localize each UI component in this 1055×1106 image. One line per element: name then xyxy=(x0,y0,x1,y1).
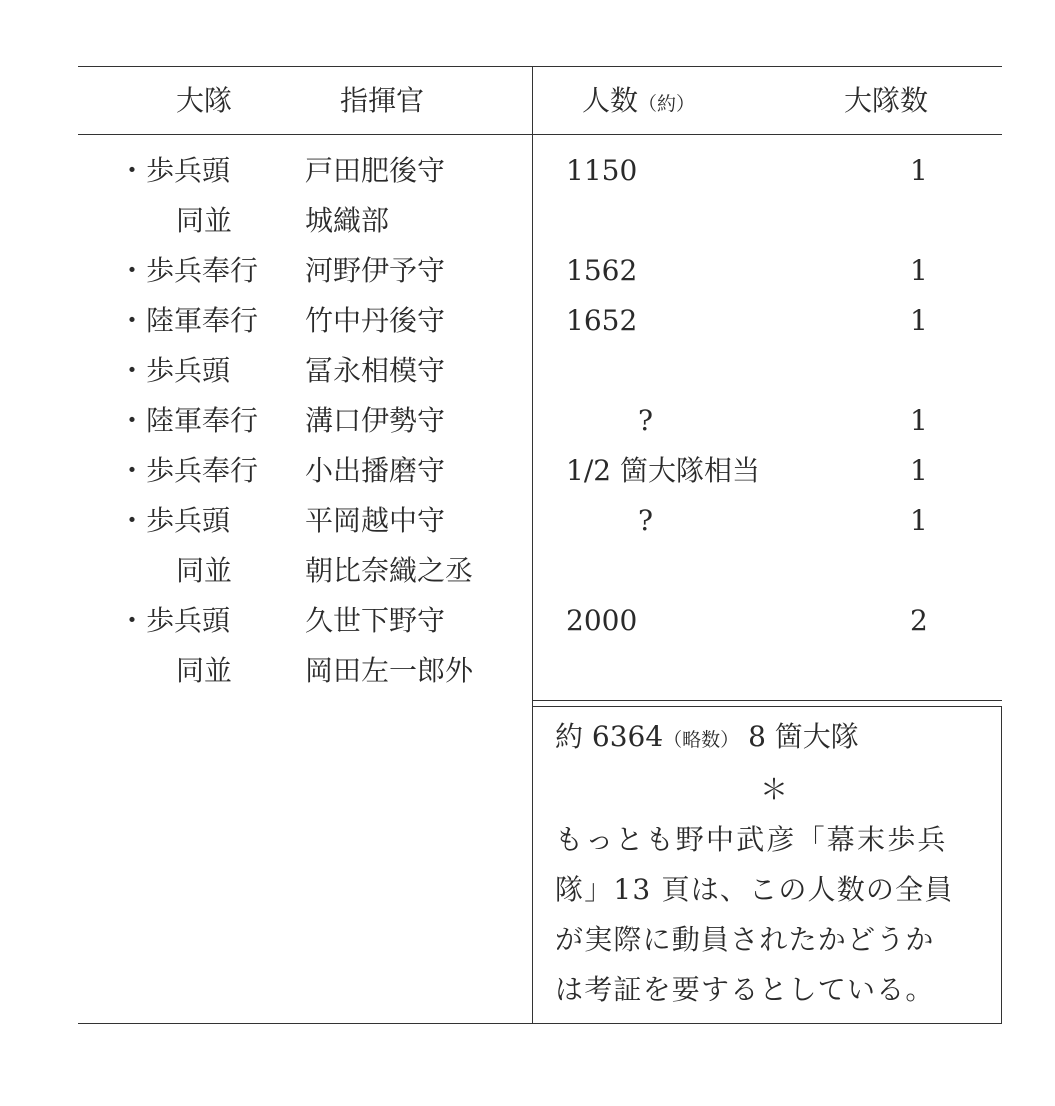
column-divider xyxy=(532,66,533,1024)
row-battalions: 1 xyxy=(910,254,928,287)
row-commander: 竹中丹後守 xyxy=(305,304,446,337)
row-battalions: 1 xyxy=(910,404,928,437)
summary-box xyxy=(555,712,993,1015)
row-count: 1562 xyxy=(566,254,638,287)
row-commander: 城織部 xyxy=(305,204,390,237)
row-unit: 同並 xyxy=(176,654,233,687)
row-count: 1150 xyxy=(566,154,638,187)
footnote-mark: ＊ xyxy=(759,773,788,806)
total-count: 約 6364 xyxy=(555,720,664,753)
total-line xyxy=(555,712,993,765)
summary-right-border xyxy=(1001,706,1002,1024)
footnote-line: もっとも野中武彦「幕末歩兵 xyxy=(555,823,948,856)
row-unit: ・歩兵頭 xyxy=(118,604,231,637)
total-note: （略数） xyxy=(663,729,740,751)
total-battalions: 8 箇大隊 xyxy=(748,720,859,753)
row-commander: 小出播磨守 xyxy=(305,454,446,487)
row-unit: ・陸軍奉行 xyxy=(118,304,259,337)
footnote-line: が実際に動員されたかどうか xyxy=(555,923,935,956)
row-unit: 同並 xyxy=(176,204,233,237)
summary-top-rule-1 xyxy=(533,700,1002,701)
row-battalions: 2 xyxy=(910,604,928,637)
row-unit: ・歩兵奉行 xyxy=(118,254,259,287)
row-commander: 戸田肥後守 xyxy=(305,154,446,187)
summary-top-rule-2 xyxy=(533,706,1002,707)
row-count: 2000 xyxy=(566,604,638,637)
row-battalions: 1 xyxy=(910,454,928,487)
table-bottom-rule xyxy=(78,1023,1002,1024)
row-unit: ・歩兵頭 xyxy=(118,504,231,537)
row-commander: 河野伊予守 xyxy=(305,254,446,287)
header-count-label: 人数 xyxy=(582,84,639,117)
row-commander: 久世下野守 xyxy=(305,604,446,637)
row-unit: ・歩兵頭 xyxy=(118,154,231,187)
row-commander: 溝口伊勢守 xyxy=(305,404,446,437)
footnote-line: は考証を要するとしている。 xyxy=(555,973,935,1006)
row-count: ? xyxy=(638,504,654,537)
row-count: ? xyxy=(638,404,654,437)
row-unit: ・歩兵頭 xyxy=(118,354,231,387)
header-unit: 大隊 xyxy=(176,84,233,117)
row-unit: ・陸軍奉行 xyxy=(118,404,259,437)
footnote-line: 隊」13 頁は、この人数の全員 xyxy=(555,873,954,906)
row-battalions: 1 xyxy=(910,504,928,537)
row-unit: ・歩兵奉行 xyxy=(118,454,259,487)
row-unit: 同並 xyxy=(176,554,233,587)
row-battalions: 1 xyxy=(910,154,928,187)
row-commander: 平岡越中守 xyxy=(305,504,446,537)
header-commander: 指揮官 xyxy=(340,84,425,117)
header-count xyxy=(582,67,695,138)
header-battalions: 大隊数 xyxy=(844,84,929,117)
row-count: 1/2 箇大隊相当 xyxy=(566,454,760,487)
row-count: 1652 xyxy=(566,304,638,337)
header-count-qualifier: （約） xyxy=(638,93,696,115)
row-battalions: 1 xyxy=(910,304,928,337)
row-commander: 岡田左一郎外 xyxy=(305,654,474,687)
row-commander: 冨永相模守 xyxy=(305,354,446,387)
row-commander: 朝比奈織之丞 xyxy=(305,554,474,587)
